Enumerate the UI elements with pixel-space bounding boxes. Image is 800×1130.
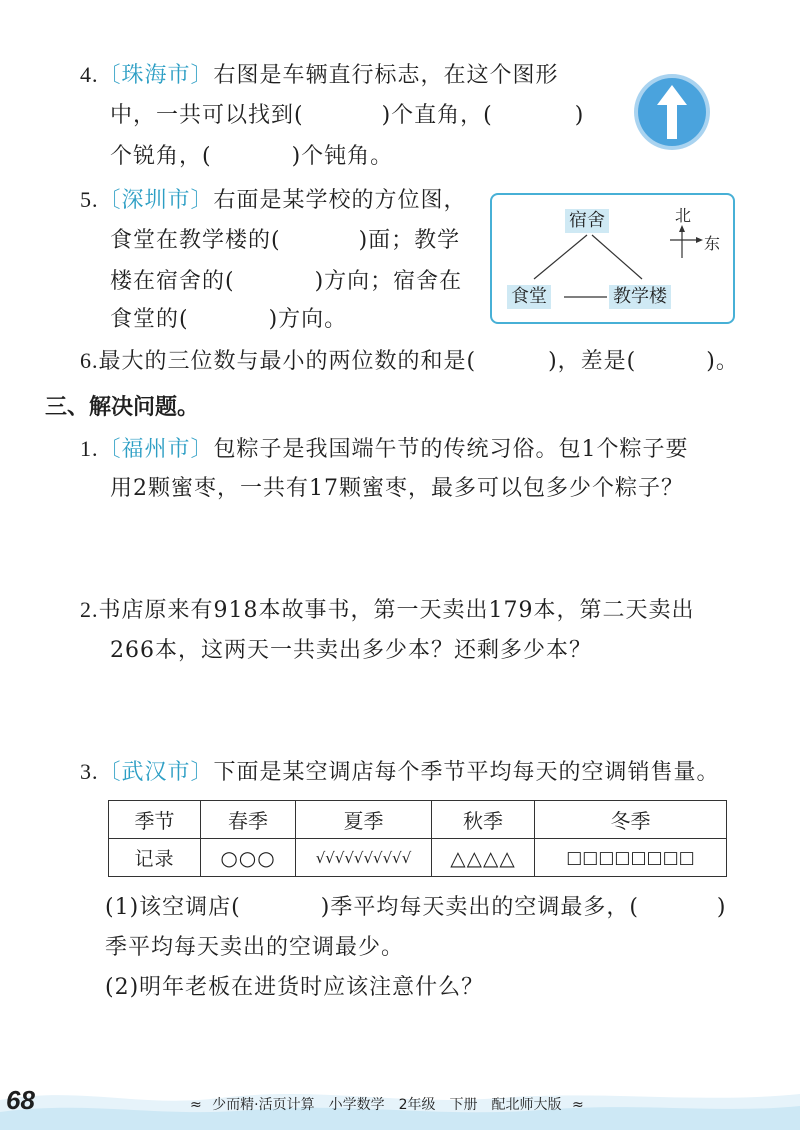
table-header-cell: 冬季 xyxy=(535,801,727,839)
q4-line2: 中，一共可以找到( )个直角，( ) xyxy=(110,103,585,128)
table-cell: 记录 xyxy=(109,839,201,877)
table-header-cell: 季节 xyxy=(109,801,201,839)
table-cell: □□□□□□□□ xyxy=(535,839,727,877)
season-sales-table xyxy=(108,800,727,877)
table-header-cell: 夏季 xyxy=(296,801,432,839)
q4-city: 〔珠海市〕 xyxy=(98,63,214,88)
map-label-teaching-building: 教学楼 xyxy=(609,285,671,309)
page-number: 68 xyxy=(6,1085,35,1115)
table-header-cell: 春季 xyxy=(201,801,296,839)
map-label-dorm: 宿舍 xyxy=(565,209,609,233)
q5-line2: 食堂在教学楼的( )面；教学 xyxy=(110,228,461,253)
p3-sub1-line2: 季平均每天卖出的空调最少。 xyxy=(105,935,405,960)
map-label-canteen: 食堂 xyxy=(507,285,551,309)
p3-city: 〔武汉市〕 xyxy=(98,760,214,785)
q5-line3: 楼在宿舍的( )方向；宿舍在 xyxy=(110,269,463,294)
table-cell: △△△△ xyxy=(432,839,535,877)
p3-line1: 3.〔武汉市〕下面是某空调店每个季节平均每天的空调销售量。 xyxy=(80,759,720,785)
map-north-label: 北 xyxy=(675,206,692,225)
footer-text: ≈ 少而精·活页计算 小学数学 2年级 下册 配北师大版 ≈ xyxy=(190,1097,584,1113)
straight-ahead-sign-icon xyxy=(633,73,711,151)
table-row xyxy=(109,839,727,877)
table-cell: ○○○ xyxy=(201,839,296,877)
q5-line1: 5.〔深圳市〕右面是某学校的方位图， xyxy=(80,187,467,213)
p2-line2: 266本，这两天一共卖出多少本？还剩多少本？ xyxy=(110,638,592,663)
p1-city: 〔福州市〕 xyxy=(98,437,214,462)
section-title: 三、解决问题。 xyxy=(45,395,200,420)
p1-line1: 1.〔福州市〕包粽子是我国端午节的传统习俗。包1个粽子要 xyxy=(80,436,689,462)
p3-sub2: (2)明年老板在进货时应该注意什么？ xyxy=(105,975,485,1000)
table-cell: √√√√√√√√√√ xyxy=(296,839,432,877)
table-header-cell: 秋季 xyxy=(432,801,535,839)
table-header-row xyxy=(109,801,727,839)
q6-line: 6.最大的三位数与最小的两位数的和是( )，差是( )。 xyxy=(80,348,739,374)
school-map xyxy=(490,193,735,324)
p2-line1: 2.书店原来有918本故事书，第一天卖出179本，第二天卖出 xyxy=(80,597,695,623)
q4-line3: 个锐角，( )个钝角。 xyxy=(110,144,394,169)
p1-line2: 用2颗蜜枣，一共有17颗蜜枣，最多可以包多少个粽子？ xyxy=(110,476,684,501)
q5-city: 〔深圳市〕 xyxy=(98,188,214,213)
q4-line1: 4.〔珠海市〕右图是车辆直行标志，在这个图形 xyxy=(80,62,559,88)
p3-sub1-line1: (1)该空调店( )季平均每天卖出的空调最多，( ) xyxy=(105,895,727,920)
map-east-label: 东 xyxy=(704,234,721,253)
q5-line4: 食堂的( )方向。 xyxy=(110,307,348,332)
